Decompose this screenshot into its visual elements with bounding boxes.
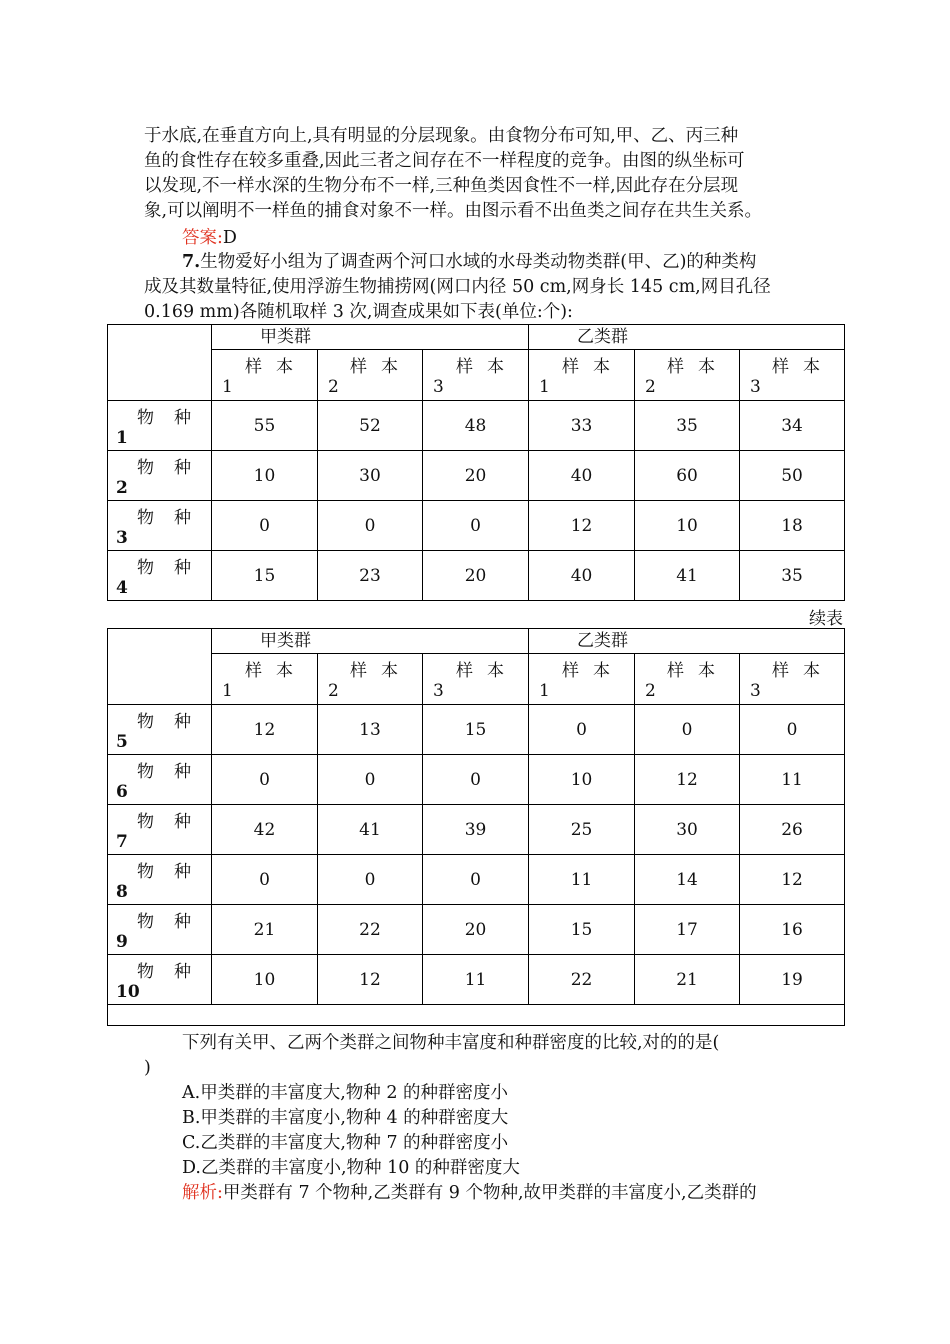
- table-cell: 0: [423, 755, 529, 805]
- table-row: [108, 401, 845, 451]
- sample-number: 3: [433, 681, 444, 701]
- species-word: 物种: [137, 508, 211, 528]
- table-cell: 40: [529, 551, 635, 601]
- table-cell: 22: [529, 955, 635, 1005]
- table-cell: 18: [740, 501, 845, 551]
- answer-label: 答案:: [182, 228, 223, 248]
- table-row: [108, 501, 845, 551]
- blank-cell: [108, 1005, 845, 1026]
- header-corner: [108, 629, 212, 705]
- table-cell: 13: [318, 705, 423, 755]
- table-cell: 12: [740, 855, 845, 905]
- sample-header: [635, 654, 740, 705]
- sample-number: 2: [645, 377, 656, 397]
- sample-header: [740, 350, 845, 401]
- sample-word: 样本: [456, 357, 519, 377]
- table-cell: 0: [212, 501, 318, 551]
- table-cell: 39: [423, 805, 529, 855]
- question-line: 生物爱好小组为了调查两个河口水域的水母类动物类群(甲、乙)的种类构: [200, 252, 757, 272]
- intro-paragraph: [144, 124, 844, 224]
- table-cell: 60: [635, 451, 740, 501]
- sample-header: [318, 654, 423, 705]
- table-cell: 11: [423, 955, 529, 1005]
- table-cell: 35: [635, 401, 740, 451]
- question-line: 成及其数量特征,使用浮游生物捕捞网(网口内径 50 cm,网身长 145 cm,网目孔径: [144, 277, 771, 297]
- species-number: 10: [116, 982, 140, 1002]
- table-cell: 20: [423, 551, 529, 601]
- species-number: 2: [116, 478, 128, 498]
- species-label: [108, 955, 212, 1005]
- table-row: [108, 755, 845, 805]
- table-cell: 35: [740, 551, 845, 601]
- sample-number: 2: [645, 681, 656, 701]
- question-stem-close: ): [144, 1058, 151, 1078]
- species-label: [108, 551, 212, 601]
- species-label: [108, 755, 212, 805]
- option-b: B.甲类群的丰富度小,物种 4 的种群密度大: [182, 1108, 509, 1128]
- table-cell: 0: [423, 501, 529, 551]
- sample-word: 样本: [667, 661, 730, 681]
- group-b-header: 乙类群: [529, 629, 845, 654]
- table-cell: 0: [423, 855, 529, 905]
- table-cell: 19: [740, 955, 845, 1005]
- sample-word: 样本: [350, 357, 412, 377]
- table-cell: 12: [318, 955, 423, 1005]
- table-cell: 12: [635, 755, 740, 805]
- sample-word: 样本: [667, 357, 730, 377]
- option-a: A.甲类群的丰富度大,物种 2 的种群密度小: [182, 1083, 509, 1103]
- sample-header: [212, 350, 318, 401]
- species-label: [108, 855, 212, 905]
- sample-header: [423, 654, 529, 705]
- table-cell: 50: [740, 451, 845, 501]
- table-cell: 16: [740, 905, 845, 955]
- table-cell: 20: [423, 451, 529, 501]
- species-word: 物种: [137, 862, 211, 882]
- intro-line: 于水底,在垂直方向上,具有明显的分层现象。由食物分布可知,甲、乙、丙三种: [144, 126, 739, 146]
- table-cell: 11: [740, 755, 845, 805]
- question-stem-line: 下列有关甲、乙两个类群之间物种丰富度和种群密度的比较,对的的是(: [182, 1033, 720, 1053]
- table-cell: 25: [529, 805, 635, 855]
- analysis-line: [144, 1181, 844, 1206]
- species-word: 物种: [137, 712, 211, 732]
- sample-word: 样本: [772, 661, 835, 681]
- intro-line: 象,可以阐明不一样鱼的捕食对象不一样。由图示看不出鱼类之间存在共生关系。: [144, 201, 763, 221]
- group-a-header: 甲类群: [212, 629, 529, 654]
- table-cell: 0: [212, 755, 318, 805]
- table-cell: 0: [635, 705, 740, 755]
- table-cell: 12: [212, 705, 318, 755]
- answer-value: D: [222, 228, 237, 248]
- table-cell: 40: [529, 451, 635, 501]
- sample-word: 样本: [562, 661, 625, 681]
- sample-number: 3: [750, 377, 761, 397]
- sample-header: [529, 350, 635, 401]
- species-table-part1: [107, 324, 845, 601]
- species-label: [108, 705, 212, 755]
- sample-number: 1: [222, 377, 233, 397]
- table-cell: 52: [318, 401, 423, 451]
- species-word: 物种: [137, 912, 211, 932]
- analysis-label: 解析:: [182, 1183, 223, 1203]
- table-cell: 15: [423, 705, 529, 755]
- table-cell: 22: [318, 905, 423, 955]
- sample-header: [423, 350, 529, 401]
- table-row: [108, 955, 845, 1005]
- answer-line: [144, 226, 844, 251]
- intro-line: 以发现,不一样水深的生物分布不一样,三种鱼类因食性不一样,因此存在分层现: [144, 176, 739, 196]
- question-number: 7.: [182, 252, 201, 272]
- question-paragraph: [144, 250, 844, 325]
- table-cell: 0: [212, 855, 318, 905]
- species-table-part2: [107, 628, 845, 1026]
- sample-word: 样本: [245, 661, 307, 681]
- species-label: [108, 805, 212, 855]
- species-label: [108, 905, 212, 955]
- group-b-header: 乙类群: [529, 325, 845, 350]
- table-row: [108, 451, 845, 501]
- table-cell: 15: [212, 551, 318, 601]
- species-word: 物种: [137, 962, 211, 982]
- sample-header: [318, 350, 423, 401]
- species-number: 4: [116, 578, 128, 598]
- species-number: 6: [116, 782, 128, 802]
- table-cell: 0: [740, 705, 845, 755]
- sample-header: [212, 654, 318, 705]
- table-cell: 21: [635, 955, 740, 1005]
- table-cell: 11: [529, 855, 635, 905]
- table-cell: 20: [423, 905, 529, 955]
- species-word: 物种: [137, 458, 211, 478]
- group-a-header: 甲类群: [212, 325, 529, 350]
- table-cell: 30: [318, 451, 423, 501]
- table-cell: 42: [212, 805, 318, 855]
- table-row: [108, 705, 845, 755]
- table-blank-row: [108, 1005, 845, 1026]
- sample-number: 3: [433, 377, 444, 397]
- table-cell: 33: [529, 401, 635, 451]
- table-cell: 23: [318, 551, 423, 601]
- table-row: [108, 551, 845, 601]
- table-cell: 12: [529, 501, 635, 551]
- table-cell: 17: [635, 905, 740, 955]
- sample-number: 1: [539, 377, 550, 397]
- species-label: [108, 401, 212, 451]
- sample-header: [635, 350, 740, 401]
- species-word: 物种: [137, 812, 211, 832]
- table-cell: 34: [740, 401, 845, 451]
- sample-number: 3: [750, 681, 761, 701]
- species-number: 3: [116, 528, 128, 548]
- species-label: [108, 451, 212, 501]
- table-cell: 0: [318, 855, 423, 905]
- table-cell: 10: [529, 755, 635, 805]
- sample-word: 样本: [245, 357, 307, 377]
- species-word: 物种: [137, 558, 211, 578]
- species-label: [108, 501, 212, 551]
- table-cell: 41: [635, 551, 740, 601]
- question-line: 0.169 mm)各随机取样 3 次,调查成果如下表(单位:个):: [144, 302, 573, 322]
- sample-header: [740, 654, 845, 705]
- sample-number: 2: [328, 377, 339, 397]
- table-cell: 14: [635, 855, 740, 905]
- sample-word: 样本: [562, 357, 625, 377]
- table-cell: 30: [635, 805, 740, 855]
- species-number: 9: [116, 932, 128, 952]
- table-row: [108, 805, 845, 855]
- option-d: D.乙类群的丰富度小,物种 10 的种群密度大: [182, 1158, 520, 1178]
- table-row: [108, 855, 845, 905]
- sample-number: 1: [539, 681, 550, 701]
- species-number: 5: [116, 732, 128, 752]
- options-list: [144, 1081, 844, 1181]
- sample-word: 样本: [772, 357, 835, 377]
- table-cell: 15: [529, 905, 635, 955]
- analysis-text: 甲类群有 7 个物种,乙类群有 9 个物种,故甲类群的丰富度小,乙类群的: [222, 1183, 757, 1203]
- table-cell: 48: [423, 401, 529, 451]
- header-corner: [108, 325, 212, 401]
- table-cell: 10: [212, 955, 318, 1005]
- table-cell: 21: [212, 905, 318, 955]
- sample-number: 2: [328, 681, 339, 701]
- table-cell: 26: [740, 805, 845, 855]
- table-cell: 55: [212, 401, 318, 451]
- question-stem: [144, 1031, 844, 1056]
- sample-header: [529, 654, 635, 705]
- table-cell: 10: [635, 501, 740, 551]
- species-number: 7: [116, 832, 128, 852]
- sample-word: 样本: [456, 661, 519, 681]
- species-number: 1: [116, 428, 128, 448]
- table-cell: 41: [318, 805, 423, 855]
- intro-line: 鱼的食性存在较多重叠,因此三者之间存在不一样程度的竞争。由图的纵坐标可: [144, 151, 745, 171]
- table-cell: 0: [529, 705, 635, 755]
- species-word: 物种: [137, 762, 211, 782]
- species-number: 8: [116, 882, 128, 902]
- table-cell: 0: [318, 501, 423, 551]
- continued-label: 续表: [809, 609, 843, 629]
- sample-number: 1: [222, 681, 233, 701]
- species-word: 物种: [137, 408, 211, 428]
- option-c: C.乙类群的丰富度大,物种 7 的种群密度小: [182, 1133, 509, 1153]
- table-cell: 0: [318, 755, 423, 805]
- table-row: [108, 905, 845, 955]
- sample-word: 样本: [350, 661, 412, 681]
- table-cell: 10: [212, 451, 318, 501]
